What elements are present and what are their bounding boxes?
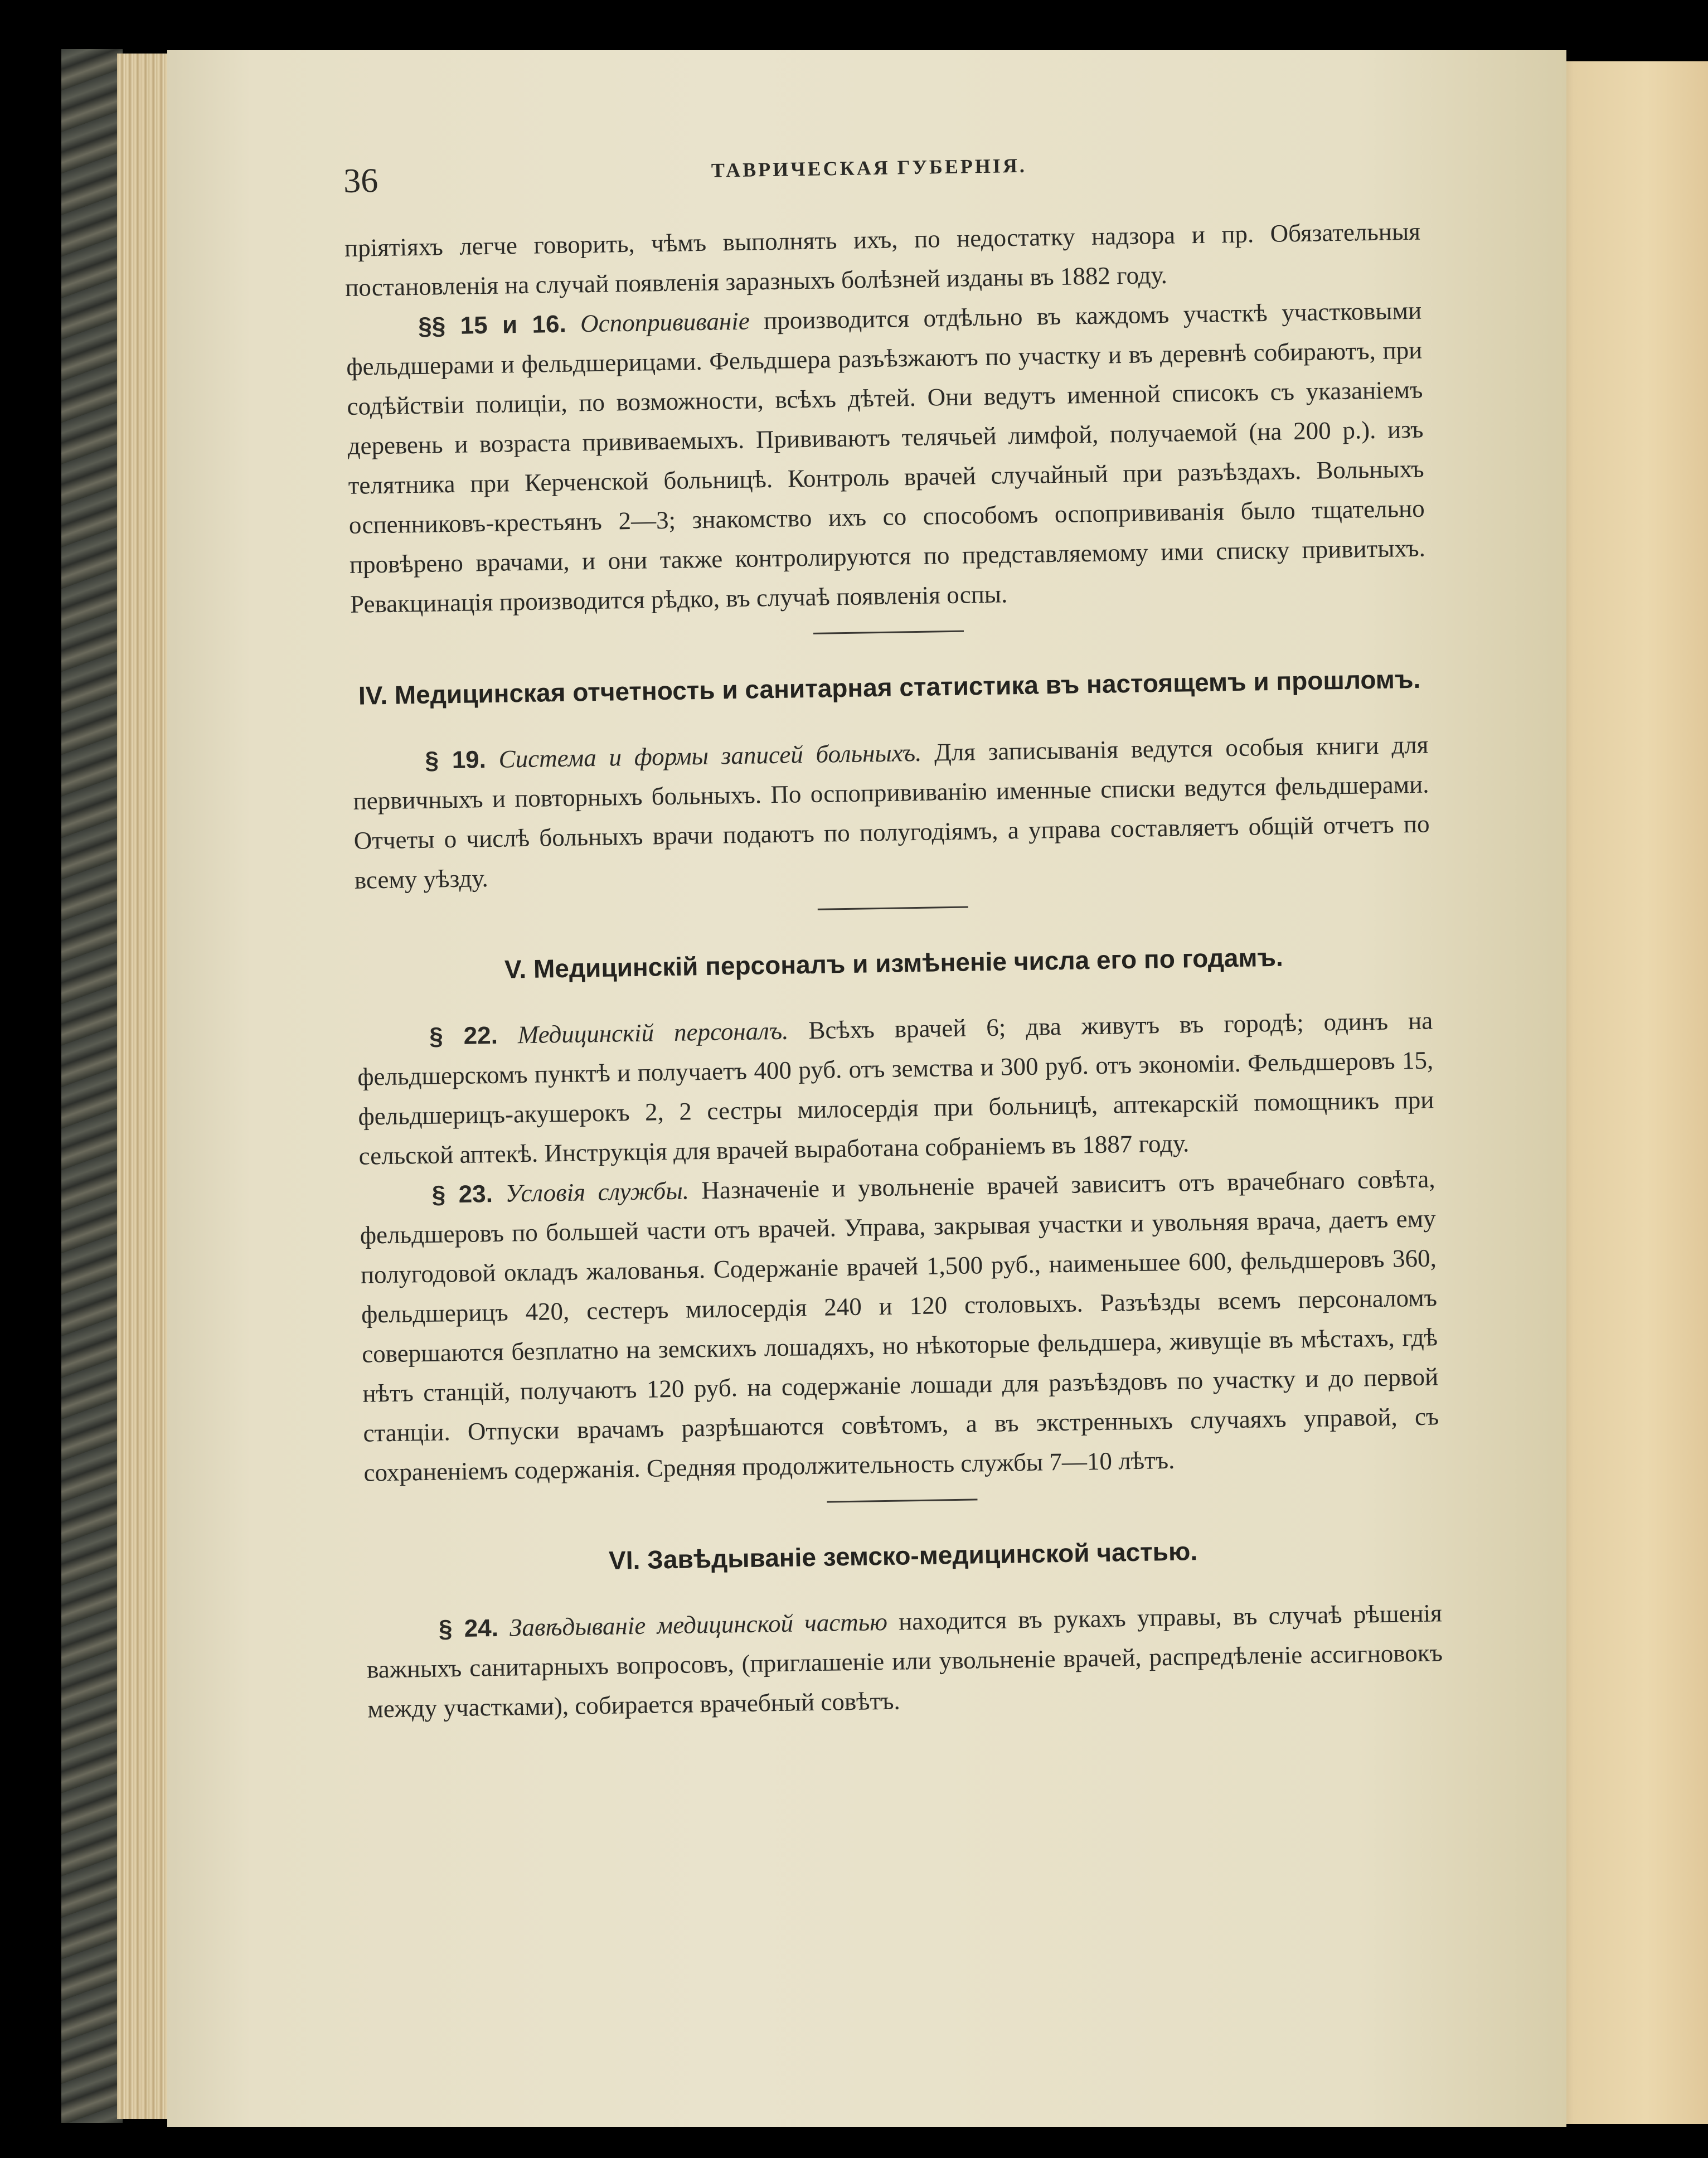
section-heading-vi: VI. Завѣдываніе земско-медицинской частью. bbox=[608, 1536, 1198, 1575]
paragraph-lead: Условія службы. bbox=[504, 1176, 690, 1207]
paragraph-lead: Оспопрививаніе bbox=[580, 307, 750, 338]
paragraph-text: Для записыванія ведутся особыя книги для первичныхъ и повторныхъ больныхъ. По оспопрививанію именные списки ведутся фельдшерами. Отчеты о числѣ больныхъ врачи подаютъ по полугодіямъ, а управа составляетъ общій отчетъ по всему уѣзду. bbox=[353, 730, 1430, 894]
page-edges bbox=[117, 54, 170, 2119]
section-number: § 23. bbox=[431, 1180, 493, 1209]
section-heading-iv: IV. Медицинская отчетность и санитарная статистика въ настоящемъ и прошломъ. bbox=[358, 664, 1421, 710]
running-head: ТАВРИЧЕСКАЯ ГУБЕРНІЯ. bbox=[711, 154, 1027, 182]
divider bbox=[818, 906, 968, 910]
paragraph-management bbox=[366, 1593, 1443, 1729]
facing-page-edge bbox=[1555, 61, 1708, 2124]
section-number: §§ 15 и 16. bbox=[418, 310, 567, 340]
paragraph-continuation: пріятіяхъ легче говорить, чѣмъ выполнять ихъ, по недостатку надзора и пр. Обязательныя постановленія на случай появленія заразныхъ болѣзней изданы въ 1882 году. bbox=[344, 217, 1421, 302]
paragraph-text: Назначеніе и увольненіе врачей зависитъ отъ врачебнаго совѣта, фельдшеровъ по большей части отъ врачей. Управа, закрывая участки и увольняя врача, даетъ ему полугодовой окладъ жалованья. Содержаніе врачей 1,500 руб., наименьшее 600, фельдшеровъ 360, фельдшерицъ 420, сестеръ милосердія 240 и 120 столовыхъ. Разъѣзды всемъ персоналомъ совершаются безплатно на земскихъ лошадяхъ, но нѣкоторые фельдшера, живущіе въ мѣстахъ, гдѣ нѣтъ станцій, получаютъ 120 руб. на содержаніе лошади для разъѣздовъ по участку и до первой станціи. Отпуски врачамъ разрѣшаются совѣтомъ, а въ экстренныхъ случаяхъ управой, съ сохраненіемъ содержанія. Средняя продолжительность службы 7—10 лѣтъ. bbox=[360, 1165, 1439, 1487]
page-number: 36 bbox=[343, 162, 379, 200]
section-number: § 24. bbox=[438, 1614, 499, 1643]
paragraph-text: производится отдѣльно въ каждомъ участкѣ участковыми фельдшерами и фельдшерицами. Фельдшера разъѣзжаютъ по участку и въ деревнѣ собираютъ, при содѣйствіи полиціи, по возможности, всѣхъ дѣтей. Они ведутъ именной списокъ съ указаніемъ деревень и возраста прививаемыхъ. Прививаютъ телячьей лимфой, получаемой (на 200 р.). изъ телятника при Керченской больницѣ. Контроль врачей случайный при разъѣздахъ. Вольныхъ оспенниковъ-крестьянъ 2—3; знакомство ихъ со способомъ оспопрививанія было тщательно провѣрено врачами, и они также контролируются по представляемому ими списку привитыхъ. Ревакцинація производится рѣдко, въ случаѣ появленія оспы. bbox=[346, 296, 1426, 618]
paragraph-lead: Завѣдываніе медицинской частью bbox=[509, 1607, 888, 1642]
divider bbox=[827, 1499, 977, 1502]
page-header bbox=[343, 123, 1420, 229]
paragraph-text: Всѣхъ врачей 6; два живутъ въ городѣ; одинъ на фельдшерскомъ пунктѣ и получаетъ 400 руб. отъ земства и 300 руб. отъ экономіи. Фельдшеровъ 15, фельдшерицъ-акушерокъ 2, 2 сестры милосердія при больницѣ, аптекарскій помощникъ при сельской аптекѣ. Инструкція для врачей выработана собраніемъ въ 1887 году. bbox=[357, 1006, 1434, 1170]
paragraph-text: находится въ рукахъ управы, въ случаѣ рѣшенія важныхъ санитарныхъ вопросовъ, (приглашеніе или увольненіе врачей, распредѣленіе ассигновокъ между участками), собирается врачебный совѣтъ. bbox=[366, 1599, 1443, 1723]
section-number: § 19. bbox=[425, 746, 487, 774]
book-cover-spine bbox=[61, 49, 123, 2123]
paragraph-records bbox=[352, 725, 1430, 900]
paragraph-service-conditions bbox=[359, 1159, 1440, 1492]
paragraph-lead: Система и формы записей больныхъ. bbox=[498, 738, 922, 773]
paragraph-vaccination bbox=[346, 291, 1426, 624]
divider bbox=[813, 631, 964, 634]
section-heading-v: V. Медицинскій персоналъ и измѣненіе числа его по годамъ. bbox=[504, 942, 1284, 984]
section-number: § 22. bbox=[429, 1021, 498, 1050]
page-text bbox=[343, 123, 1444, 1729]
paragraph-personnel bbox=[357, 1001, 1435, 1176]
paragraph-lead: Медицинскій персоналъ. bbox=[517, 1016, 789, 1049]
